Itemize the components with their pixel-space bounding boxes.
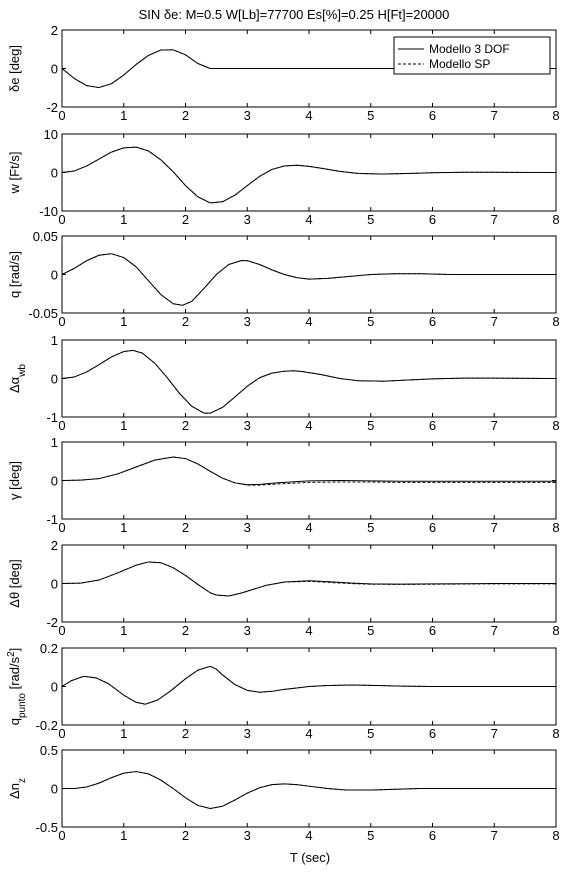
y-tick-label: 0 [50,267,58,283]
x-tick-label: 8 [552,212,560,227]
x-tick-label: 7 [490,418,498,433]
y-axis-label: $q_{punto}$ $[rad/s^2]$ [5,647,28,726]
y-tick-label: 0 [50,679,58,695]
x-tick-label: 5 [367,726,375,741]
x-tick-label: 2 [181,418,190,433]
x-tick-label: 8 [552,314,560,329]
x-tick-label: 8 [552,828,560,843]
x-tick-label: 7 [490,314,498,329]
y-tick-label: -2 [46,100,58,115]
panels [6,23,560,843]
x-tick-label: 0 [58,314,66,329]
x-tick-label: 5 [367,828,375,843]
x-tick-label: 7 [490,828,498,843]
x-tick-label: 6 [428,623,437,638]
y-tick-label: -0.2 [35,718,58,733]
y-tick-label: 0 [50,781,58,797]
x-tick-label: 1 [120,726,128,741]
y-tick-label: -0.05 [28,306,58,321]
x-tick-label: 7 [490,520,498,535]
y-tick-label: 0 [50,473,58,489]
x-tick-label: 1 [120,418,128,433]
y-tick-label: -0.5 [35,820,58,835]
x-tick-label: 2 [181,828,190,843]
x-tick-label: 0 [58,108,66,123]
y-tick-label: 0 [50,61,58,77]
y-axis-label: $\Delta\alpha_{wb}$ [7,364,28,393]
y-tick-label: 2 [50,538,58,553]
x-tick-label: 6 [428,314,437,329]
y-tick-label: 0 [50,576,58,592]
panel-8 [7,743,560,843]
x-tick-label: 3 [243,212,251,227]
y-tick-label: 0 [50,371,58,387]
legend-label: Modello 3 DOF [429,42,510,56]
x-tick-label: 5 [367,212,375,227]
x-tick-label: 1 [120,623,128,638]
x-tick-label: 0 [58,212,66,227]
x-tick-label: 0 [58,520,66,535]
x-tick-label: 7 [490,726,498,741]
y-tick-label: 0 [50,165,58,181]
legend [394,37,550,74]
panel-3 [7,229,560,329]
x-tick-label: 1 [120,520,128,535]
panel-5 [7,435,560,535]
y-tick-label: 10 [43,127,58,142]
x-tick-label: 5 [367,108,375,123]
x-tick-label: 4 [305,726,313,741]
x-tick-label: 3 [243,108,251,123]
x-tick-label: 7 [490,212,498,227]
x-tick-label: 0 [58,726,66,741]
x-tick-label: 2 [181,726,190,741]
y-tick-label: 1 [50,333,58,348]
panel-4 [7,333,560,433]
x-tick-label: 2 [181,314,190,329]
y-tick-label: 0.5 [39,743,58,758]
x-tick-label: 6 [428,520,437,535]
x-tick-label: 6 [428,418,437,433]
figure-title: SIN δe: M=0.5 W[Lb]=77700 Es[%]=0.25 H[Ft]=20000 [138,7,450,22]
x-tick-label: 4 [305,212,313,227]
x-tick-label: 6 [428,108,437,123]
y-axis-label: w [Ft/s] [7,151,22,194]
panel-6 [7,538,560,638]
x-tick-label: 3 [243,418,251,433]
x-tick-label: 0 [58,623,66,638]
y-axis-label: $\Delta n_z$ [7,778,28,799]
y-tick-label: -1 [46,410,58,425]
x-tick-label: 8 [552,623,560,638]
y-axis-label: q [rad/s] [7,251,22,298]
x-tick-label: 2 [181,520,190,535]
x-tick-label: 3 [243,726,251,741]
y-tick-label: 0.2 [39,641,58,656]
x-tick-label: 5 [367,418,375,433]
x-tick-label: 5 [367,623,375,638]
x-tick-label: 6 [428,212,437,227]
x-tick-label: 8 [552,520,560,535]
panel-2 [7,127,560,227]
x-tick-label: 2 [181,212,190,227]
x-tick-label: 1 [120,314,128,329]
x-tick-label: 4 [305,108,313,123]
x-tick-label: 7 [490,623,498,638]
x-tick-label: 8 [552,108,560,123]
panel-7 [6,641,560,741]
y-axis-label: δe [deg] [7,45,22,92]
y-axis-label: Δθ [deg] [7,559,22,608]
legend-label: Modello SP [429,57,491,71]
x-tick-label: 1 [120,828,128,843]
x-tick-label: 3 [243,623,251,638]
y-axis-label: γ [deg] [7,460,22,501]
y-tick-label: 0.05 [32,229,58,244]
x-tick-label: 4 [305,314,313,329]
x-axis-label: T (sec) [289,850,331,865]
y-tick-label: 2 [50,23,58,38]
x-tick-label: 5 [367,520,375,535]
x-tick-label: 3 [243,520,251,535]
x-tick-label: 7 [490,108,498,123]
x-tick-label: 8 [552,418,560,433]
x-tick-label: 4 [305,520,313,535]
x-tick-label: 4 [305,418,313,433]
y-tick-label: -1 [46,512,58,527]
x-tick-label: 6 [428,726,437,741]
x-tick-label: 8 [552,726,560,741]
x-tick-label: 1 [120,212,128,227]
y-tick-label: 1 [50,435,58,450]
x-tick-label: 0 [58,828,66,843]
x-tick-label: 3 [243,314,251,329]
x-tick-label: 5 [367,314,375,329]
y-tick-label: -10 [39,204,58,219]
x-tick-label: 0 [58,418,66,433]
x-tick-label: 1 [120,108,128,123]
x-tick-label: 2 [181,108,190,123]
x-tick-label: 3 [243,828,251,843]
x-tick-label: 6 [428,828,437,843]
x-tick-label: 2 [181,623,190,638]
x-tick-label: 4 [305,828,313,843]
x-tick-label: 4 [305,623,313,638]
y-tick-label: -2 [46,615,58,630]
